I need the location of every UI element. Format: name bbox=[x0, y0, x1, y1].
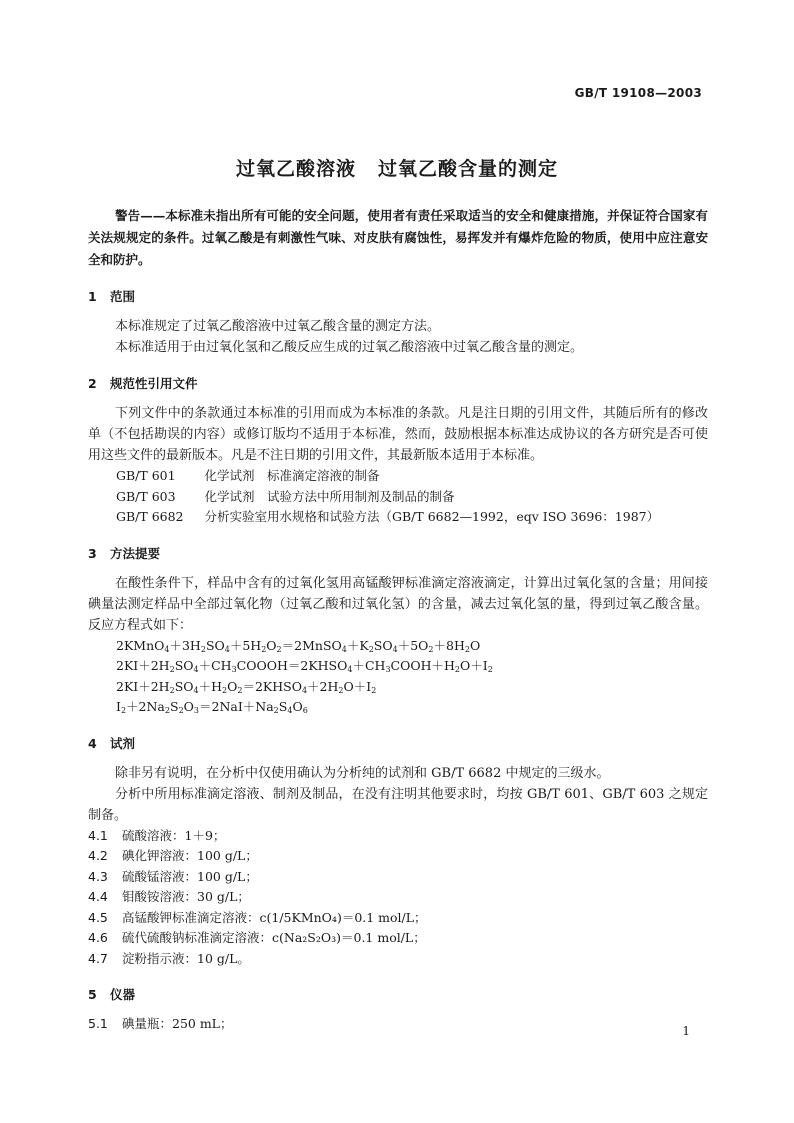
section-heading-apparatus: 5 仪器 bbox=[88, 987, 136, 1002]
reagents-paragraph-2: 分析中所用标准滴定溶液、制剂及制品，在没有注明其他要求时，均按 GB/T 601、GB/T 603 之规定制备。 bbox=[88, 786, 708, 823]
title-part-2: 过氧乙酸含量的测定 bbox=[378, 158, 559, 180]
reaction-equation-1: $2KMnO_4+3H_2SO_4+5H_2O_2=2MnSO_4+K_2SO_4+5O_2+8H_2O$ bbox=[116, 637, 481, 654]
section-heading-reagents: 4 试剂 bbox=[88, 735, 136, 751]
reagent-item: 4.5 高锰酸钾标准滴定溶液：c(1/5KMnO₄)＝0.1 mol/L； bbox=[88, 909, 427, 925]
title-part-1: 过氧乙酸溶液 bbox=[235, 158, 356, 180]
section-heading-method-summary: 3 方法提要 bbox=[88, 545, 161, 561]
reagent-item: 4.2 碘化钾溶液：100 g/L； bbox=[88, 848, 258, 863]
scope-paragraph-2: 本标准适用于由过氧化氢和乙酸反应生成的过氧乙酸溶液中过氧乙酸含量的测定。 bbox=[115, 340, 584, 355]
reagent-item: 4.6 硫代硫酸钠标准滴定溶液：c(Na₂S₂O₃)＝0.1 mol/L； bbox=[88, 930, 426, 945]
scope-paragraph-1: 本标准规定了过氧乙酸溶液中过氧乙酸含量的测定方法。 bbox=[115, 319, 441, 334]
reference-item: GB/T 6682 分析实验室用水规格和试验方法（GB/T 6682—1992，eqv ISO 3696：1987） bbox=[116, 509, 660, 524]
references-paragraph: 下列文件中的条款通过本标准的引用而成为本标准的条款。凡是注日期的引用文件，其随后所有的修改单（不包括勘误的内容）或修订版均不适用于本标准，然而，鼓励根据本标准达成协议的各方研究是否可使用这些文件的最新版本。凡是不注日期的引用文件，其最新版本适用于本标准。 bbox=[88, 406, 708, 463]
reaction-equation-2: $2KI+2H_2SO_4+CH_3COOOH=2KHSO_4+CH_3COOH+H_2O+I_2$ bbox=[116, 658, 493, 674]
method-summary-paragraph: 在酸性条件下，样品中含有的过氧化氢用高锰酸钾标准滴定溶液滴定，计算出过氧化氢的含量；用间接碘量法测定样品中全部过氧化物（过氧乙酸和过氧化氢）的含量，减去过氧化氢的量，得到过氧乙酸含量。反应方程式如下： bbox=[88, 575, 708, 633]
reagents-paragraph-1: 除非另有说明，在分析中仅使用确认为分析纯的试剂和 GB/T 6682 中规定的三级水。 bbox=[115, 765, 610, 781]
document-body bbox=[88, 205, 708, 1035]
reaction-equation-3: $2KI+2H_2SO_4+H_2O_2=2KHSO_4+2H_2O+I_2$ bbox=[116, 678, 377, 695]
reagent-item: 4.7 淀粉指示液：10 g/L。 bbox=[88, 950, 250, 966]
reagent-item: 4.1 硫酸溶液：1＋9； bbox=[88, 827, 226, 843]
section-heading-normative-references: 2 规范性引用文件 bbox=[88, 376, 198, 391]
document-title bbox=[0, 154, 794, 181]
standard-number: GB/T 19108—2003 bbox=[574, 86, 702, 100]
reaction-equation-4: $I_2+2Na_2S_2O_3=2NaI+Na_2S_4O_6$ bbox=[116, 699, 308, 715]
reagent-item: 4.3 硫酸锰溶液：100 g/L； bbox=[88, 868, 258, 884]
reference-item: GB/T 603 化学试剂 试验方法中所用制剂及制品的制备 bbox=[116, 488, 455, 504]
reagent-item: 4.4 钼酸铵溶液：30 g/L； bbox=[88, 889, 250, 904]
reference-item: GB/T 601 化学试剂 标准滴定溶液的制备 bbox=[116, 468, 380, 483]
apparatus-item: 5.1 碘量瓶：250 mL； bbox=[88, 1016, 233, 1031]
warning-paragraph: 警告——本标准未指出所有可能的安全问题，使用者有责任采取适当的安全和健康措施，并保证符合国家有关法规规定的条件。过氧乙酸是有刺激性气味、对皮肤有腐蚀性，易挥发并有爆炸危险的物质，使用中应注意安全和防护。 bbox=[88, 208, 708, 267]
page-number: 1 bbox=[682, 1024, 690, 1038]
section-heading-scope: 1 范围 bbox=[88, 289, 136, 304]
